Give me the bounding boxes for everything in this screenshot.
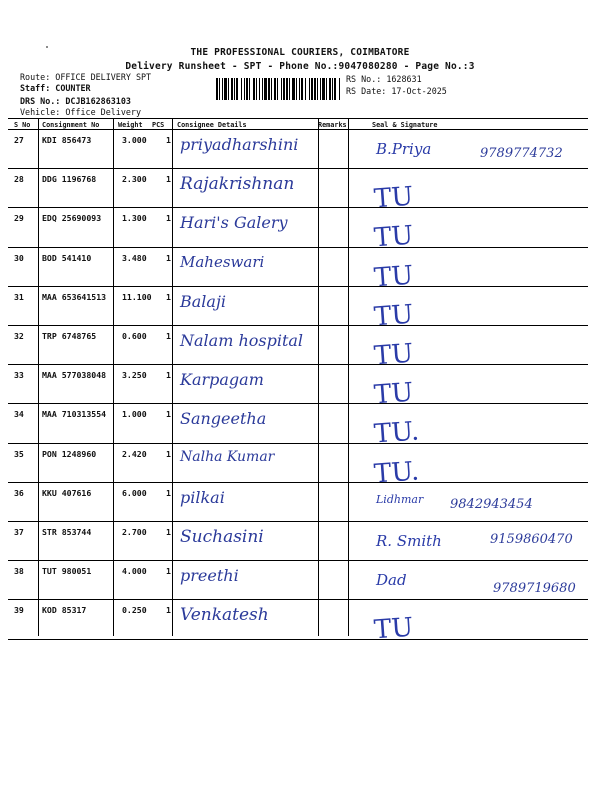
row-consignment: PON 1248960 xyxy=(42,448,97,459)
row-divider xyxy=(8,639,588,640)
barcode-bar xyxy=(305,78,306,100)
barcode-bar xyxy=(326,78,327,100)
barcode-bar xyxy=(259,78,260,100)
table-row xyxy=(8,287,588,333)
row-signature: Lidhmar xyxy=(376,492,424,506)
row-signature: TU. xyxy=(373,416,421,450)
barcode-bar xyxy=(301,78,303,100)
row-weight: 2.700 xyxy=(122,527,147,537)
col-seal: Seal & Signature xyxy=(372,121,438,129)
table-row xyxy=(8,600,588,646)
row-consignee: Nalam hospital xyxy=(180,331,304,350)
row-consignee: pilkai xyxy=(180,487,225,507)
barcode-bar xyxy=(277,78,278,100)
barcode-bar xyxy=(339,78,340,100)
barcode-bar xyxy=(241,78,242,100)
row-sno: 36 xyxy=(14,487,24,498)
row-sno: 33 xyxy=(14,370,24,381)
row-sno: 38 xyxy=(14,566,24,577)
barcode-bar xyxy=(332,78,333,100)
row-signature: Dad xyxy=(376,571,407,590)
row-weight: 3.250 xyxy=(122,370,147,381)
barcode-bar xyxy=(244,78,245,100)
table-row xyxy=(8,522,588,561)
row-weight: 11.100 xyxy=(122,291,152,302)
barcode-bar xyxy=(320,78,321,100)
row-sno: 28 xyxy=(14,174,24,185)
col-consignment: Consignment No xyxy=(42,121,100,129)
row-signature: TU xyxy=(373,613,415,646)
barcode-bar xyxy=(274,78,276,100)
row-consignee: Nalha Kumar xyxy=(180,448,275,465)
row-sno: 37 xyxy=(14,527,24,537)
row-signature: TU xyxy=(373,221,415,254)
barcode-bar xyxy=(281,78,282,100)
row-sno: 35 xyxy=(14,448,24,459)
vehicle-label: Vehicle: Office Delivery xyxy=(20,107,142,117)
table-row xyxy=(8,404,588,450)
barcode-bar xyxy=(264,78,267,100)
col-sno: S No xyxy=(14,121,31,129)
row-consignment: MAA 653641513 xyxy=(42,291,107,302)
barcode-bar xyxy=(216,78,218,100)
row-signature: TU xyxy=(373,377,415,411)
table-row xyxy=(8,248,588,293)
row-consignee: Balaji xyxy=(180,291,227,311)
table-row xyxy=(8,169,588,215)
row-pcs: 1 xyxy=(166,487,171,498)
col-weight: Weight xyxy=(118,121,143,129)
table-row xyxy=(8,561,588,600)
row-signature: B.Priya xyxy=(376,140,432,158)
table-row xyxy=(8,326,588,372)
row-consignment: MAA 577038048 xyxy=(42,370,107,381)
table-row xyxy=(8,365,588,411)
row-pcs: 1 xyxy=(166,252,171,263)
row-signature: R. Smith xyxy=(376,532,442,550)
row-consignee: Rajakrishnan xyxy=(180,174,295,195)
barcode-bar xyxy=(236,78,238,100)
table-row xyxy=(8,130,588,169)
row-pcs: 1 xyxy=(166,448,171,459)
row-sno: 27 xyxy=(14,135,24,145)
barcode-bar xyxy=(322,78,325,100)
barcode-bar xyxy=(317,78,318,100)
row-weight: 2.300 xyxy=(122,174,147,185)
barcode-bar xyxy=(234,78,235,100)
barcode-bar xyxy=(334,78,336,100)
row-signature: TU. xyxy=(373,456,421,490)
barcode-bar xyxy=(283,78,285,100)
barcode-bar xyxy=(292,78,295,100)
barcode-bar xyxy=(271,78,272,100)
table-row xyxy=(8,208,588,254)
row-consignee: Suchasini xyxy=(180,527,264,547)
row-weight: 4.000 xyxy=(122,566,147,577)
barcode-bar xyxy=(256,78,257,100)
row-signature: TU xyxy=(373,181,415,215)
row-sno: 30 xyxy=(14,252,24,263)
row-sno: 29 xyxy=(14,213,24,224)
barcode-bar xyxy=(231,78,233,100)
row-weight: 1.000 xyxy=(122,409,147,420)
barcode-bar xyxy=(268,78,270,100)
row-phone: 9159860470 xyxy=(490,532,573,547)
row-signature: TU xyxy=(373,299,415,333)
row-consignee: priyadharshini xyxy=(180,135,299,154)
row-weight: 3.480 xyxy=(122,252,147,263)
table-row xyxy=(8,444,588,490)
barcode-bar xyxy=(246,78,248,100)
row-consignee: preethi xyxy=(180,566,239,586)
table-row xyxy=(8,483,588,522)
row-pcs: 1 xyxy=(166,605,171,616)
row-consignee: Venkatesh xyxy=(180,605,269,626)
row-phone: 9842943454 xyxy=(450,496,533,512)
row-weight: 1.300 xyxy=(122,213,147,224)
table-top-rule xyxy=(8,118,588,119)
row-consignment: MAA 710313554 xyxy=(42,409,107,420)
barcode-bar xyxy=(228,78,229,100)
col-consignee: Consignee Details xyxy=(177,121,247,129)
barcode-bar xyxy=(222,78,223,100)
company-title: THE PROFESSIONAL COURIERS, COIMBATORE xyxy=(190,47,410,58)
row-consignee: Hari's Galery xyxy=(180,213,288,233)
row-weight: 6.000 xyxy=(122,487,147,498)
staff-label: Staff: COUNTER xyxy=(20,83,91,93)
barcode-bar xyxy=(286,78,288,100)
barcode-bar xyxy=(299,78,300,100)
row-pcs: 1 xyxy=(166,135,171,145)
row-sno: 34 xyxy=(14,409,24,420)
barcode-bar xyxy=(296,78,297,100)
col-pcs: PCS xyxy=(152,121,165,129)
row-signature: TU xyxy=(373,260,415,293)
rs-number: RS No.: 1628631 xyxy=(346,74,422,84)
barcode-bar xyxy=(262,78,263,100)
row-sno: 31 xyxy=(14,291,24,302)
barcode-bar xyxy=(289,78,290,100)
drs-label: DRS No.: DCJB162863103 xyxy=(20,96,131,106)
row-phone: 9789774732 xyxy=(480,146,563,161)
row-consignment: DDG 1196768 xyxy=(42,174,97,185)
row-consignment: KKU 407616 xyxy=(42,487,92,498)
row-sno: 39 xyxy=(14,605,24,616)
barcode-bar xyxy=(253,78,255,100)
row-consignee: Sangeetha xyxy=(180,409,267,429)
row-weight: 0.250 xyxy=(122,605,147,616)
barcode-bar xyxy=(224,78,227,100)
row-pcs: 1 xyxy=(166,174,171,185)
row-consignment: TRP 6748765 xyxy=(42,331,97,341)
runsheet-title: Delivery Runsheet - SPT - Phone No.:9047080280 - Page No.:3 xyxy=(125,61,475,72)
row-consignment: KDI 856473 xyxy=(42,135,92,145)
row-consignment: STR 853744 xyxy=(42,527,92,537)
row-sno: 32 xyxy=(14,331,24,341)
barcode-bar xyxy=(249,78,250,100)
row-pcs: 1 xyxy=(166,566,171,577)
row-consignment: BOD 541410 xyxy=(42,252,92,263)
rs-date: RS Date: 17-Oct-2025 xyxy=(346,86,447,96)
row-signature: TU xyxy=(373,338,415,372)
row-weight: 3.000 xyxy=(122,135,147,145)
row-pcs: 1 xyxy=(166,409,171,420)
barcode-bar xyxy=(311,78,313,100)
row-pcs: 1 xyxy=(166,213,171,224)
row-phone: 9789719680 xyxy=(493,581,576,597)
row-weight: 0.600 xyxy=(122,331,147,341)
row-consignee: Karpagam xyxy=(180,370,264,390)
barcode-image xyxy=(216,78,340,100)
row-pcs: 1 xyxy=(166,370,171,381)
barcode-bar xyxy=(309,78,310,100)
col-remarks: Remarks xyxy=(318,121,347,129)
row-weight: 2.420 xyxy=(122,448,147,459)
row-consignment: EDQ 25690093 xyxy=(42,213,102,224)
barcode-bar xyxy=(314,78,316,100)
barcode-bar xyxy=(219,78,220,100)
barcode-bar xyxy=(329,78,331,100)
row-pcs: 1 xyxy=(166,291,171,302)
row-pcs: 1 xyxy=(166,527,171,537)
row-pcs: 1 xyxy=(166,331,171,341)
route-label: Route: OFFICE DELIVERY SPT xyxy=(20,72,152,82)
row-consignment: KOD 85317 xyxy=(42,605,87,616)
row-consignee: Maheswari xyxy=(180,252,265,271)
row-consignment: TUT 980051 xyxy=(42,566,92,577)
